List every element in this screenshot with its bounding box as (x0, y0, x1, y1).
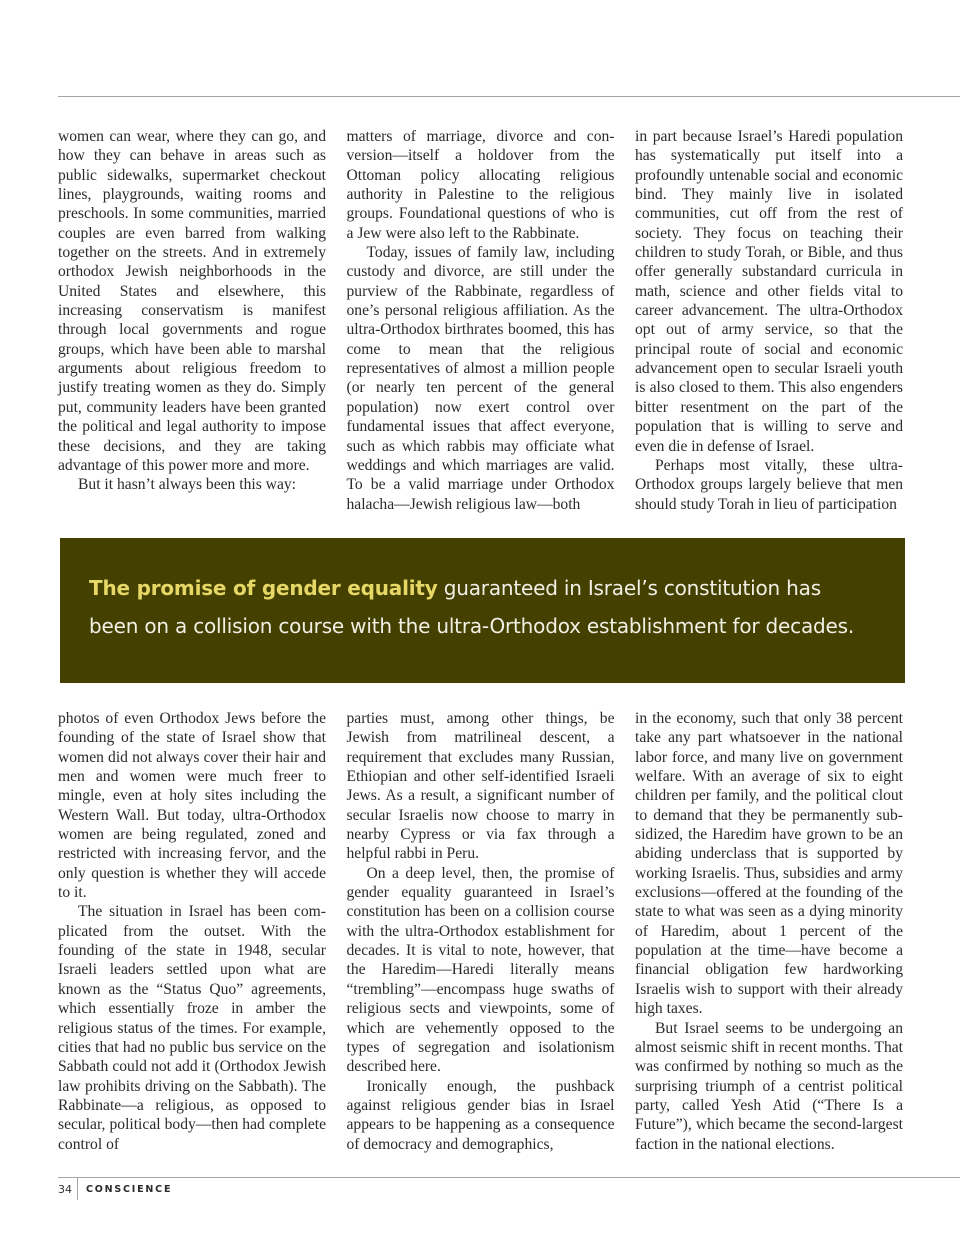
page-footer (58, 1178, 172, 1200)
paragraph: in part because Israel’s Haredi population has systematically put itself into a profoundly untenable social and economic bind. They mainly live in isolated communities, cut off from the rest of society. They focus on teaching their children to study Torah, or Bible, and thus offer generally substandard curricula in math, science and other fields vital to career advancement. The ultra-Orthodox opt out of army service, so that the principal route of social and economic advancement open to secular Israeli youth is also closed to them. This also engenders bitter resentment on the part of the population that is willing to serve and even die in defense of Israel. (635, 128, 903, 455)
footer-divider (77, 1178, 78, 1200)
column-1 (58, 127, 326, 514)
pull-quote (60, 538, 905, 683)
paragraph: But it hasn’t always been this way: (78, 476, 296, 494)
bottom-rule (58, 1177, 960, 1178)
paragraph: But Israel seems to be undergoing an almost seismic shift in recent months. That was confirmed by nothing so much as the surprising triumph of a centrist political party, called Yesh Atid (“There Is a Future”), which became the second-largest faction in the national elections. (635, 1019, 903, 1153)
column-3 (635, 127, 903, 514)
top-rule (58, 96, 960, 97)
column-2 (347, 709, 615, 1154)
column-1 (58, 709, 326, 1154)
paragraph: The situation in Israel has been complicated from the outset. With the founding of the state in 1948, secular Israeli leaders settled upon what are known as the “Status Quo” agreements, which essentially froze in amber the religious status of the times. For example, cities that had no public bus service on the Sabbath could not add it (Orthodox Jewish law prohibits driving on the Sabbath). The Rabbinate—a religious, as opposed to secular, political body—then had complete control of (58, 903, 326, 1153)
paragraph: Today, issues of family law, including custody and divorce, are still under the purview of the Rabbinate, regardless of one’s personal religious affiliation. As the ultra-Orthodox birthrates boomed, this has come to mean that the religious representatives of almost a million people (or nearly ten percent of the general population) now exert control over fundamental issues that affect everyone, such as which rabbis may officiate what weddings and which marriages are valid. To be a valid marriage under Orthodox halacha—Jewish religious law—both (346, 244, 615, 513)
page-number: 34 (58, 1182, 72, 1196)
top-columns (58, 127, 903, 514)
paragraph: Ironically enough, the pushback against religious gender bias in Israel appears to be happening as a consequence of democracy and demographics, (346, 1077, 615, 1153)
publication-name: CONSCIENCE (86, 1183, 173, 1195)
bottom-columns (58, 709, 903, 1154)
paragraph: women can wear, where they can go, and how they can behave in areas such as public sidewalks, supermarket checkout lines, playgrounds, waiting rooms and preschools. In some communities, married couples are even barred from walking together on the streets. And in extremely orthodox Jewish neighborhoods in the United States and elsewhere, this increasing conservatism is manifest through local governments and rogue groups, which have been able to marshal arguments about religious freedom to justify treating women as they do. Simply put, community leaders have been granted the political and legal authority to impose these decisions, and they are taking advantage of this power more and more. (58, 128, 326, 474)
pull-quote-text: guaranteed in Israel’s constitution has been on a collision course with the ultra-Orthodox establishment for decades. (89, 576, 854, 638)
paragraph: On a deep level, then, the promise of gender equality guaranteed in Israel’s constitution has been on a collision course with the ultra-Orthodox establishment for decades. It is vital to note, however, that the Haredim—Haredi literally means “trembling”—encompass huge swaths of religious sects and viewpoints, some of which are vehemently opposed to the types of segregation and isolationism described here. (346, 864, 615, 1076)
paragraph: photos of even Orthodox Jews before the founding of the state of Israel show that women did not always cover their hair and men and women were much freer to mingle, even at holy sites including the Western Wall. But today, ultra-Orthodox women are being regulated, zoned and restricted with increasing fervor, and the only question is whether they will accede to it. (58, 710, 326, 902)
paragraph: in the economy, such that only 38 percent take any part whatsoever in the national labor force, and many live on government welfare. With an average of six to eight children per family, and the political clout to demand that they be permanently subsidized, the Haredim have grown to be an abiding underclass that is supported by working Israelis. Thus, subsidies and army exclusions—offered at the founding of the state to what was seen as a dying minority of Haredim, about 1 percent of the population at the time—have become a financial obligation few hardworking Israelis wish to support with their already high taxes. (635, 710, 903, 1018)
paragraph: parties must, among other things, be Jewish from matrilineal descent, a requirement that excludes many Russian, Ethiopian and other self-identified Israeli Jews. As a result, a significant number of secular Israelis now choose to marry in nearby Cypress or via fax through a helpful rabbi in Peru. (346, 710, 615, 863)
pull-quote-highlight: The promise of gender equality (89, 576, 438, 600)
column-2 (347, 127, 615, 514)
column-3 (635, 709, 903, 1154)
paragraph: matters of marriage, divorce and conversion—itself a holdover from the Ottoman policy allocating religious authority in Palestine to the religious groups. Foundational questions of who is a Jew were also left to the Rabbinate. (346, 128, 615, 242)
paragraph: Perhaps most vitally, these ultra-Orthodox groups largely believe that men should study Torah in lieu of participation (635, 456, 903, 513)
